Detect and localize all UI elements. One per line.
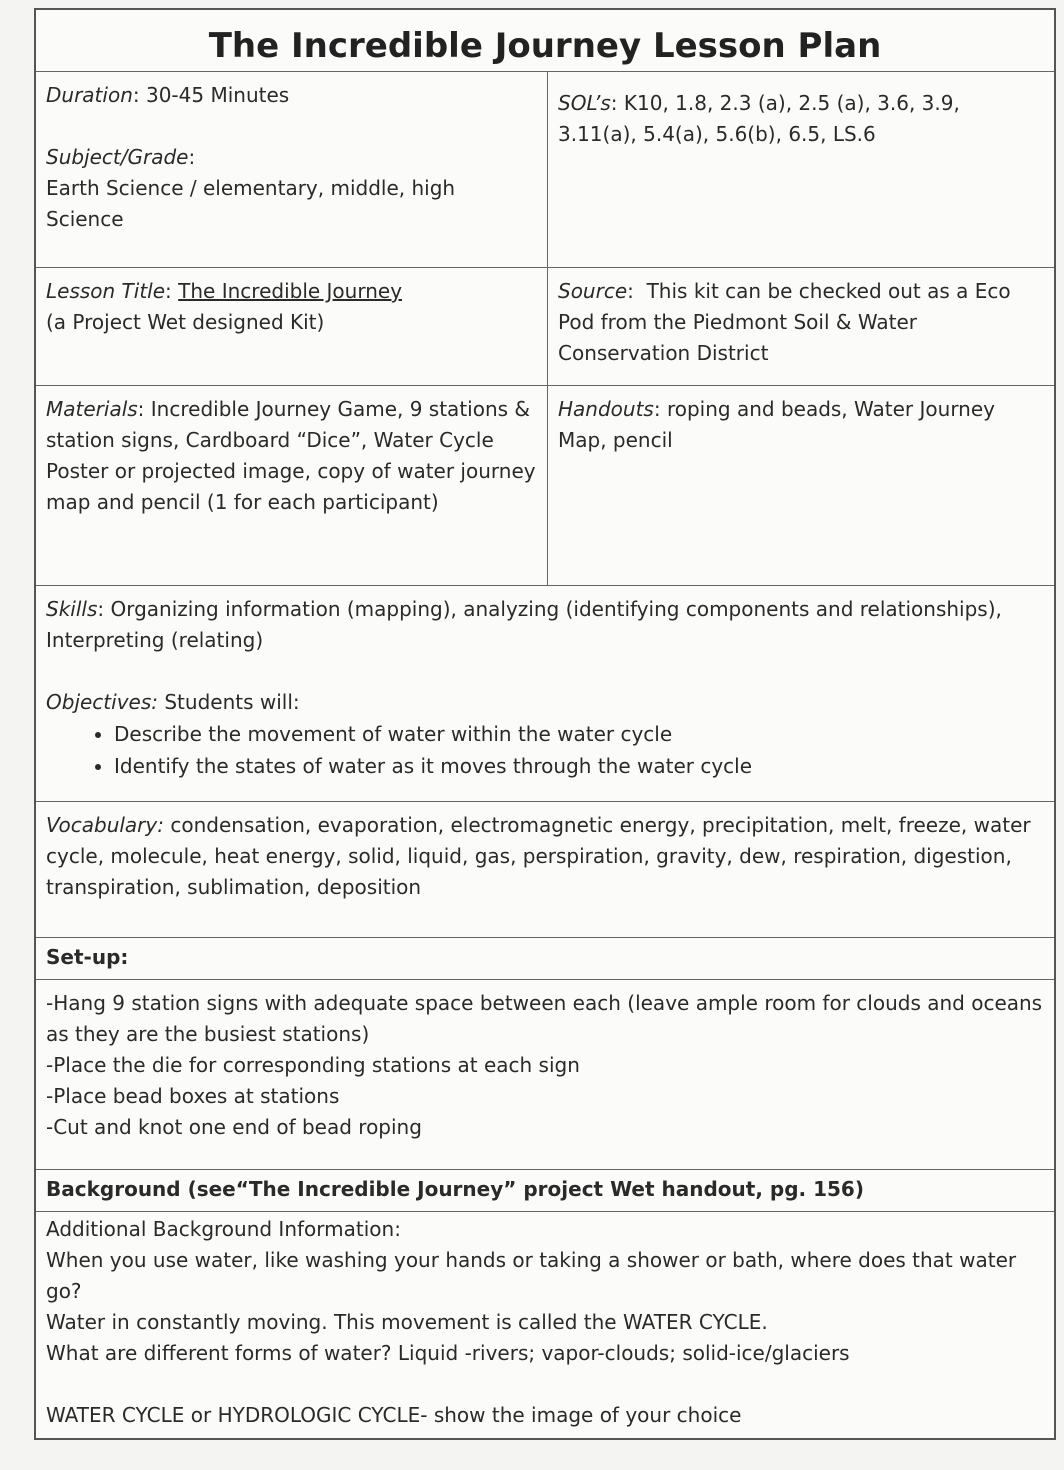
background-cell <box>36 1212 1054 1440</box>
source-cell: Source: This kit can be checked out as a Eco Pod from the Piedmont Soil & Water Conservation District <box>558 279 1011 365</box>
duration-line: Duration: 30-45 Minutes <box>46 83 290 107</box>
vocabulary-cell <box>36 802 1054 937</box>
skills-label: Skills <box>46 597 98 621</box>
lesson-title-note: (a Project Wet designed Kit) <box>46 310 325 334</box>
duration-cell <box>36 72 548 267</box>
objectives-label: Objectives: <box>46 690 158 714</box>
setup-line: -Place the die for corresponding stations at each sign <box>46 1053 580 1077</box>
duration-value: 30-45 Minutes <box>145 83 290 107</box>
duration-label: Duration <box>46 83 133 107</box>
skills-cell <box>36 586 1054 801</box>
setup-line: -Place bead boxes at stations <box>46 1084 340 1108</box>
setup-heading: Set-up: <box>46 945 129 969</box>
background-line: Water in constantly moving. This movement is called the WATER CYCLE. <box>46 1310 768 1334</box>
objectives-intro: Students will: <box>164 690 300 714</box>
vocabulary-label: Vocabulary: <box>46 813 164 837</box>
background-line: What are different forms of water? Liquid -rivers; vapor-clouds; solid-ice/glaciers <box>46 1341 850 1365</box>
background-heading-row <box>36 1170 1054 1212</box>
vocabulary-row <box>36 802 1054 938</box>
handouts-label: Handouts <box>558 397 654 421</box>
vocabulary-value: condensation, evaporation, electromagnetic energy, precipitation, melt, freeze, water cycle, molecule, heat energy, solid, liquid, gas, perspiration, gravity, dew, respiration, digestion, transpiration, sublimation, deposition <box>46 813 1031 899</box>
lesson-title-cell <box>36 268 548 385</box>
subject-label: Subject/Grade <box>46 145 189 169</box>
source-label: Source <box>558 279 628 303</box>
background-line: When you use water, like washing your hands or taking a shower or bath, where does that water go? <box>46 1248 1017 1303</box>
source-value: This kit can be checked out as a Eco Pod from the Piedmont Soil & Water Conservation District <box>558 279 1011 365</box>
materials-cell: Materials: Incredible Journey Game, 9 stations & station signs, Cardboard “Dice”, Water Cycle Poster or projected image, copy of water journey map and pencil (1 for each participant) <box>36 386 548 585</box>
title-row <box>36 10 1054 72</box>
handouts-value: roping and beads, Water Journey Map, pencil <box>558 397 995 452</box>
materials-value: Incredible Journey Game, 9 stations & station signs, Cardboard “Dice”, Water Cycle Poster or projected image, copy of water journey map and pencil (1 for each participant) <box>46 397 536 514</box>
background-closing: WATER CYCLE or HYDROLOGIC CYCLE- show the image of your choice <box>46 1403 742 1427</box>
subject-value: Earth Science / elementary, middle, high Science <box>46 176 456 231</box>
background-row <box>36 1212 1054 1440</box>
page-title: The Incredible Journey Lesson Plan <box>208 26 882 66</box>
setup-line: -Hang 9 station signs with adequate space between each (leave ample room for clouds and oceans as they are the busiest stations) <box>46 991 1043 1046</box>
setup-line: -Cut and knot one end of bead roping <box>46 1115 422 1139</box>
setup-cell <box>36 980 1054 1169</box>
lesson-title-label: Lesson Title <box>46 279 166 303</box>
lesson-title-line: Lesson Title: The Incredible Journey <box>46 279 403 303</box>
skills-line: Skills: Organizing information (mapping), analyzing (identifying components and relationships), Interpreting (relating) <box>46 597 1002 652</box>
materials-label: Materials <box>46 397 138 421</box>
setup-row <box>36 980 1054 1170</box>
sols-cell: SOL’s: K10, 1.8, 2.3 (a), 2.5 (a), 3.6, 3.9, 3.11(a), 5.4(a), 5.6(b), 6.5, LS.6 <box>558 91 960 146</box>
lesson-title-value: The Incredible Journey <box>178 279 403 303</box>
setup-heading-row <box>36 938 1054 980</box>
handouts-cell: Handouts: roping and beads, Water Journey Map, pencil <box>558 397 995 452</box>
lesson-title-row <box>36 268 1054 386</box>
subject-line: Subject/Grade: <box>46 145 196 169</box>
objectives-line <box>46 687 1044 718</box>
materials-row <box>36 386 1054 586</box>
duration-row <box>36 72 1054 268</box>
skills-row <box>36 586 1054 802</box>
objective-item: • Identify the states of water as it moves through the water cycle <box>114 750 1044 782</box>
background-line: Additional Background Information: <box>46 1217 401 1241</box>
skills-value: Organizing information (mapping), analyzing (identifying components and relationships), Interpreting (relating) <box>46 597 1002 652</box>
background-heading: Background (see“The Incredible Journey” project Wet handout, pg. 156) <box>46 1177 864 1201</box>
objective-item: • Describe the movement of water within the water cycle <box>114 718 1044 750</box>
objectives-list <box>46 718 1044 782</box>
sols-label: SOL’s <box>558 91 611 115</box>
lesson-plan-sheet <box>34 8 1056 1440</box>
sols-value: K10, 1.8, 2.3 (a), 2.5 (a), 3.6, 3.9, 3.11(a), 5.4(a), 5.6(b), 6.5, LS.6 <box>558 91 960 146</box>
